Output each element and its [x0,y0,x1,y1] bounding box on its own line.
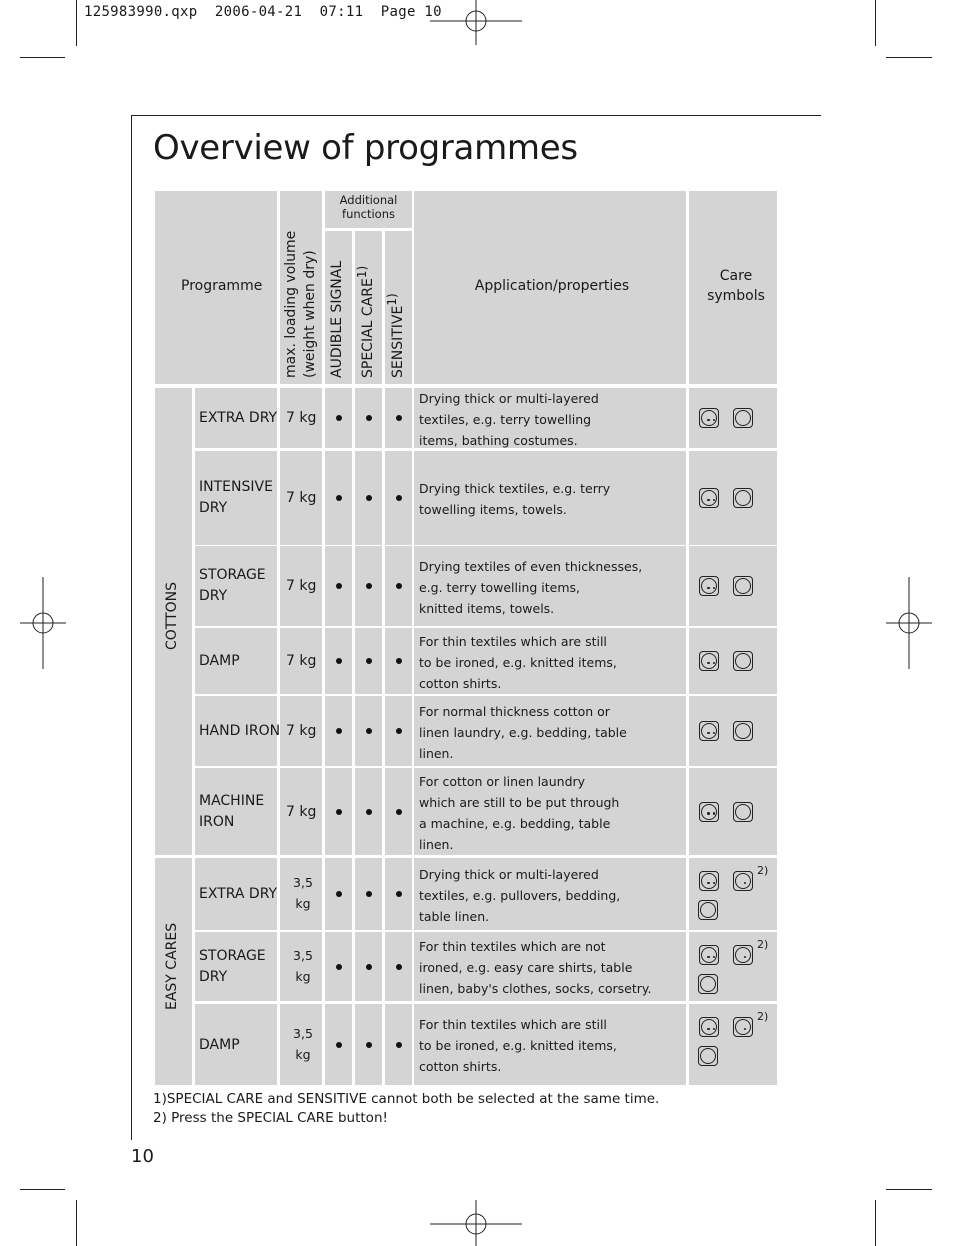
dryer-icon [698,974,718,994]
application-text-line: linen laundry, e.g. bedding, table [419,724,627,740]
load-value: 7 kg [286,723,317,739]
application-text-line: e.g. terry towelling items, [419,579,581,595]
special-care-dot [366,1042,372,1048]
application-text-line: ironed, e.g. easy care shirts, table [419,960,633,975]
application-text-line: Drying thick or multi-layered [419,390,599,406]
audible-signal-dot [336,891,342,897]
load-value: 7 kg [286,410,317,426]
page-number: 10 [131,1146,154,1167]
dryer-normal-heat-icon [699,1017,719,1037]
dryer-normal-heat-icon [699,408,719,428]
load-value: 7 kg [286,490,317,506]
footnote-2: 2) Press the SPECIAL CARE button! [153,1110,388,1126]
sensitive-dot [396,583,402,589]
programme-name: HAND IRON [199,723,281,739]
dryer-icon [733,802,753,822]
dryer-normal-heat-icon [699,651,719,671]
dryer-normal-heat-icon [699,576,719,596]
programme-name: EXTRA DRY [199,410,278,426]
programme-name: DAMP [199,1036,240,1053]
application-text-line: For thin textiles which are still [419,1017,607,1032]
dryer-low-heat-icon [733,871,753,891]
header-load-line1: max. loading volume [283,230,299,378]
dryer-normal-heat-icon [699,802,719,822]
audible-signal-dot [336,658,342,664]
application-text-line: knitted items, towels. [419,600,555,616]
header-application: Application/properties [474,278,630,294]
special-care-dot [366,495,372,501]
page-title: Overview of programmes [153,128,578,168]
application-text-line: linen, baby's clothes, socks, corsetry. [419,981,652,996]
programme-name-line2: DRY [199,500,228,516]
sensitive-dot [396,728,402,734]
load-value: 7 kg [286,803,317,820]
programme-name: STORAGE [199,567,266,583]
application-text-line: linen. [419,836,454,852]
dryer-normal-heat-icon [699,488,719,508]
sensitive-dot [396,1042,402,1048]
application-text-line: For cotton or linen laundry [419,773,586,789]
programme-name-line2: IRON [199,813,235,830]
sensitive-dot [396,495,402,501]
application-text-line: cotton shirts. [419,675,502,691]
header-sensitive: SENSITIVE1) [385,293,406,378]
dryer-icon [733,721,753,741]
dryer-icon [733,488,753,508]
application-text-line: For normal thickness cotton or [419,703,610,719]
application-text-line: towelling items, towels. [419,502,567,517]
header-special-care: SPECIAL CARE1) [355,265,376,378]
programme-name: MACHINE [199,792,265,809]
special-care-dot [366,964,372,970]
audible-signal-dot [336,415,342,421]
sensitive-dot [396,415,402,421]
audible-signal-dot [336,583,342,589]
group-cottons-label: COTTONS [164,581,180,650]
dryer-icon [733,408,753,428]
application-text-line: textiles, e.g. pullovers, bedding, [419,887,621,903]
audible-signal-dot [336,964,342,970]
load-value: 3,5 [293,947,313,963]
special-care-dot [366,728,372,734]
footnote-1: 1)SPECIAL CARE and SENSITIVE cannot both be selected at the same time. [153,1091,660,1107]
header-audible: AUDIBLE SIGNAL [329,260,345,378]
application-text-line: Drying textiles of even thicknesses, [419,558,643,574]
dryer-low-heat-icon [733,1017,753,1037]
care-footnote-mark: 2) [757,938,769,951]
application-text-line: linen. [419,745,454,761]
dryer-icon [698,900,718,920]
load-value: 7 kg [286,578,317,594]
care-footnote-mark: 2) [757,864,769,877]
special-care-dot [366,658,372,664]
special-care-dot [366,891,372,897]
audible-signal-dot [336,495,342,501]
audible-signal-dot [336,728,342,734]
programme-name-line2: DRY [199,968,228,985]
sensitive-dot [396,964,402,970]
load-unit: kg [295,968,311,984]
dryer-icon [698,1046,718,1066]
dryer-low-heat-icon [733,945,753,965]
slug-line: 125983990.qxp 2006-04-21 07:11 Page 10 [84,4,442,20]
application-text-line: cotton shirts. [419,1059,502,1074]
header-additional-line2: functions [342,206,395,221]
application-text-line: table linen. [419,908,490,924]
header-additional-line1: Additional [339,193,398,207]
special-care-dot [366,415,372,421]
application-text-line: Drying thick or multi-layered [419,866,599,882]
special-care-dot [366,583,372,589]
programme-name: INTENSIVE [199,479,273,495]
header-load-line2: (weight when dry) [302,250,318,378]
load-value: 3,5 [293,875,313,890]
dryer-normal-heat-icon [699,871,719,891]
dryer-normal-heat-icon [699,945,719,965]
application-text-line: For thin textiles which are still [419,633,607,649]
load-unit: kg [295,896,311,911]
programme-name: EXTRA DRY [199,886,278,902]
load-value: 3,5 [293,1025,313,1041]
header-care-line2: symbols [707,288,765,304]
programme-name: STORAGE [199,947,266,964]
sensitive-dot [396,658,402,664]
dryer-icon [733,651,753,671]
application-text-line: a machine, e.g. bedding, table [419,815,611,831]
dryer-icon [733,576,753,596]
application-text-line: to be ironed, e.g. knitted items, [419,654,617,670]
care-footnote-mark: 2) [757,1010,769,1023]
header-care-line1: Care [719,268,753,284]
application-text-line: textiles, e.g. terry towelling [419,411,592,427]
application-text-line: For thin textiles which are not [419,939,606,954]
application-text-line: Drying thick textiles, e.g. terry [419,481,611,496]
sensitive-dot [396,809,402,815]
sensitive-dot [396,891,402,897]
header-programme: Programme [181,278,263,294]
load-unit: kg [295,1046,311,1062]
programme-name-line2: DRY [199,588,228,604]
programme-name: DAMP [199,653,240,669]
application-text-line: items, bathing costumes. [419,432,578,448]
special-care-dot [366,809,372,815]
load-value: 7 kg [286,653,317,669]
group-easy-cares-label: EASY CARES [164,922,180,1010]
audible-signal-dot [336,1042,342,1048]
application-text-line: to be ironed, e.g. knitted items, [419,1038,617,1053]
application-text-line: which are still to be put through [419,794,620,810]
dryer-normal-heat-icon [699,721,719,741]
audible-signal-dot [336,809,342,815]
